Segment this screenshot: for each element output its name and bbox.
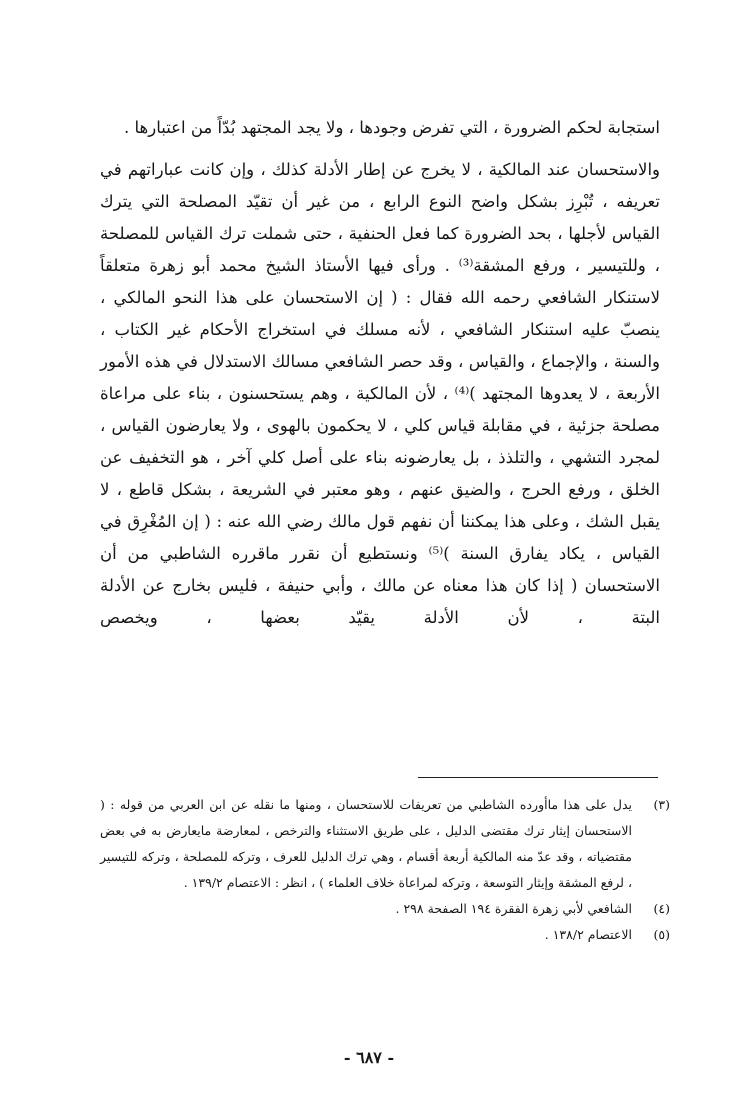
footnote-4 [100, 896, 670, 922]
footnote-number: (٥) [653, 927, 670, 942]
footnote-number: (٤) [653, 901, 670, 916]
footnote-text: يدل على هذا ماأورده الشاطبي من تعريفات للاستحسان ، ومنها ما نقله عن ابن العربي من قوله : ( الاستحسان إيثار ترك مقتضى الدليل ، على طريق الاستثناء والترخص ، لمعارضة مايعارض به في بعض مقتضياته ، وقد عدّ منه المالكية أربعة أقسام ، وهي ترك الدليل للعرف ، وتركه للمصلحة ، وتركه للتيسير ، لرفع المشقة وإيثار التوسعة ، وتركه لمراعاة خلاف العلماء ) ، انظر : الاعتصام ١٣٩/٢ . [100, 797, 632, 890]
main-text [100, 112, 660, 634]
footnote-3 [100, 792, 670, 896]
footnote-text: الاعتصام ١٣٨/٢ . [544, 927, 632, 942]
footnote-separator [418, 777, 658, 778]
footnote-number: (٣) [653, 797, 670, 812]
footnote-5 [100, 922, 670, 948]
footnotes [100, 792, 670, 948]
paragraph-2: والاستحسان عند المالكية ، لا يخرج عن إطار الأدلة كذلك ، وإن كانت عباراتهم في تعريفه ، تُبْرِز بشكل واضح النوع الرابع ، من غير أن تقيّد المصلحة التي يترك القياس لأجلها ، بحد الضرورة كما فعل الحنفية ، حتى شملت ترك القياس للمصلحة ، وللتيسير ، ورفع المشقة⁽³⁾ . ورأى فيها الأستاذ الشيخ محمد أبو زهرة متعلقاً لاستنكار الشافعي رحمه الله فقال : ( إن الاستحسان على هذا النحو المالكي ، ينصبّ عليه استنكار الشافعي ، لأنه مسلك في استخراج الأحكام غير الكتاب ، والسنة ، والإجماع ، والقياس ، وقد حصر الشافعي مسالك الاستدلال في هذه الأمور الأربعة ، لا يعدوها المجتهد )⁽⁴⁾ ، لأن المالكية ، وهم يستحسنون ، بناء على مراعاة مصلحة جزئية ، في مقابلة قياس كلي ، لا يحكمون بالهوى ، ولا يعارضون القياس ، لمجرد التشهي ، والتلذذ ، بل يعارضونه بناء على أصل كلي آخر ، هو التخفيف عن الخلق ، ورفع الحرج ، والضيق عنهم ، وهو معتبر في الشريعة ، بشكل قاطع ، لا يقبل الشك ، وعلى هذا يمكننا أن نفهم قول مالك رضي الله عنه : ( إن المُغْرِق في القياس ، يكاد يفارق السنة )⁽⁵⁾ ونستطيع أن نقرر ماقرره الشاطبي من أن الاستحسان ( إذا كان هذا معناه عن مالك ، وأبي حنيفة ، فليس بخارج عن الأدلة البتة ، لأن الأدلة يقيّد بعضها ، ويخصص [100, 160, 660, 627]
paragraph-1: استجابة لحكم الضرورة ، التي تفرض وجودها ، ولا يجد المجتهد بُدّاً من اعتبارها . [124, 118, 660, 137]
footnote-text: الشافعي لأبي زهرة الفقرة ١٩٤ الصفحة ٢٩٨ . [395, 901, 632, 916]
page-number: - ٦٨٧ - [343, 1048, 395, 1067]
